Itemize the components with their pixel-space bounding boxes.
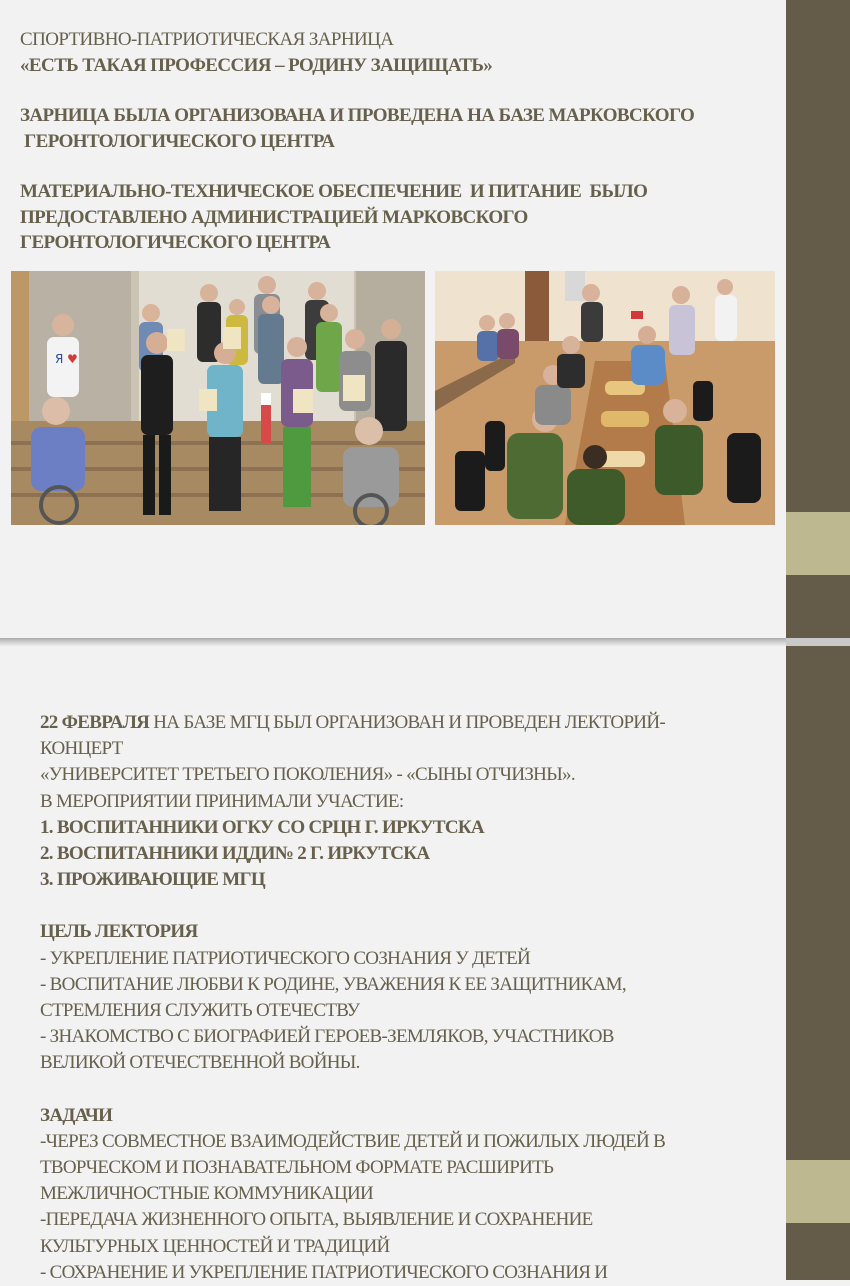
tasks-heading: ЗАДАЧИ xyxy=(40,1104,113,1126)
support-line-1: МАТЕРИАЛЬНО-ТЕХНИЧЕСКОЕ ОБЕСПЕЧЕНИЕ И ПИТАНИЕ БЫЛО xyxy=(20,181,648,202)
zarnitsa-text-block xyxy=(20,27,780,256)
participant-item: 2. ВОСПИТАННИКИ ИДДИ№ 2 Г. ИРКУТСКА xyxy=(40,843,430,865)
shirt-print-heart: ♥ xyxy=(67,352,78,366)
participants-heading: В МЕРОПРИЯТИИ ПРИНИМАЛИ УЧАСТИЕ: xyxy=(40,790,404,812)
task-line: - СОХРАНЕНИЕ И УКРЕПЛЕНИЕ ПАТРИОТИЧЕСКОГО СОЗНАНИЯ И xyxy=(40,1261,608,1283)
program-title: «УНИВЕРСИТЕТ ТРЕТЬЕГО ПОКОЛЕНИЯ» - «СЫНЫ ОТЧИЗНЫ». xyxy=(40,764,575,786)
participant-item: 3. ПРОЖИВАЮЩИЕ МГЦ xyxy=(40,869,266,891)
goal-line: СТРЕМЛЕНИЯ СЛУЖИТЬ ОТЕЧЕСТВУ xyxy=(40,1000,360,1022)
participant-item: 1. ВОСПИТАННИКИ ОГКУ СО СРЦН Г. ИРКУТСКА xyxy=(40,816,484,838)
support-line-2: ПРЕДОСТАВЛЕНО АДМИНИСТРАЦИЕЙ МАРКОВСКОГО xyxy=(20,206,528,228)
side-accent-top xyxy=(786,512,850,575)
task-line: МЕЖЛИЧНОСТНЫЕ КОММУНИКАЦИИ xyxy=(40,1183,374,1205)
goal-heading: ЦЕЛЬ ЛЕКТОРИЯ xyxy=(40,921,198,943)
intro-text: НА БАЗЕ МГЦ БЫЛ ОРГАНИЗОВАН И ПРОВЕДЕН ЛЕКТОРИЙ- xyxy=(149,712,665,733)
task-line: -ПЕРЕДАЧА ЖИЗНЕННОГО ОПЫТА, ВЫЯВЛЕНИЕ И СОХРАНЕНИЕ xyxy=(40,1209,593,1231)
intro-line xyxy=(40,710,780,736)
event-date: 22 ФЕВРАЛЯ xyxy=(40,712,150,733)
task-line: ТВОРЧЕСКОМ И ПОЗНАВАТЕЛЬНОМ ФОРМАТЕ РАСШИРИТЬ xyxy=(40,1157,554,1179)
event-type: СПОРТИВНО-ПАТРИОТИЧЕСКАЯ ЗАРНИЦА xyxy=(20,29,394,50)
task-line: -ЧЕРЕЗ СОВМЕСТНОЕ ВЗАИМОДЕЙСТВИЕ ДЕТЕЙ И ПОЖИЛЫХ ЛЮДЕЙ В xyxy=(40,1130,666,1152)
venue-line-1: ЗАРНИЦА БЫЛА ОРГАНИЗОВАНА И ПРОВЕДЕНА НА БАЗЕ МАРКОВСКОГО xyxy=(20,105,695,126)
task-line: КУЛЬТУРНЫХ ЦЕННОСТЕЙ И ТРАДИЦИЙ xyxy=(40,1235,390,1257)
goal-line: - ЗНАКОМСТВО С БИОГРАФИЕЙ ГЕРОЕВ-ЗЕМЛЯКОВ, УЧАСТНИКОВ xyxy=(40,1026,614,1048)
goal-line: - УКРЕПЛЕНИЕ ПАТРИОТИЧЕСКОГО СОЗНАНИЯ У ДЕТЕЙ xyxy=(40,947,531,969)
shirt-print-letter: Я xyxy=(55,352,64,366)
table-photo-image xyxy=(435,271,775,525)
venue-line-2: ГЕРОНТОЛОГИЧЕСКОГО ЦЕНТРА xyxy=(20,130,335,152)
event-title: «ЕСТЬ ТАКАЯ ПРОФЕССИЯ – РОДИНУ ЗАЩИЩАТЬ» xyxy=(20,54,493,76)
side-accent-bottom xyxy=(786,1160,850,1223)
goal-line: - ВОСПИТАНИЕ ЛЮБВИ К РОДИНЕ, УВАЖЕНИЯ К ЕЕ ЗАЩИТНИКАМ, xyxy=(40,973,626,995)
slide-zarnitsa xyxy=(0,0,786,638)
slide-divider xyxy=(0,638,786,646)
group-photo xyxy=(11,271,425,525)
goal-line: ВЕЛИКОЙ ОТЕЧЕСТВЕННОЙ ВОЙНЫ. xyxy=(40,1052,360,1074)
table-photo xyxy=(435,271,775,525)
support-line-3: ГЕРОНТОЛОГИЧЕСКОГО ЦЕНТРА xyxy=(20,232,331,253)
group-photo-image xyxy=(11,271,425,525)
lectorium-text-block xyxy=(40,710,780,1286)
side-divider-gap xyxy=(786,638,850,646)
intro-continuation: КОНЦЕРТ xyxy=(40,738,123,760)
